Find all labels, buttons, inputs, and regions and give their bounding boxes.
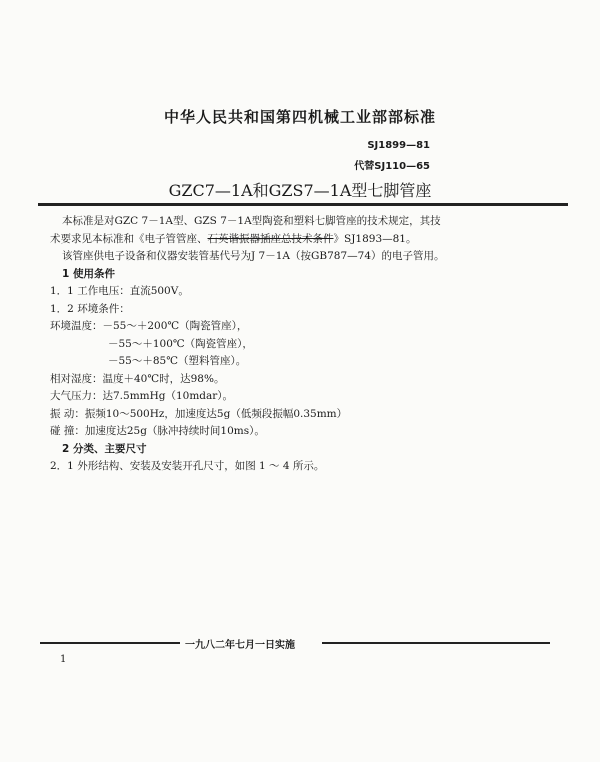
clause-2-1: 2．1 外形结构、安装及安装开孔尺寸，如图 1 ～ 4 所示。 [50,460,325,472]
document-title: GZC7—1A和GZS7—1A型七脚管座 [168,181,432,200]
intro-line-2a: 术要求见本标准和《电子管管座、 [50,232,208,245]
temperature-line-3: －55～＋85℃（塑料管座）。 [108,355,247,367]
section-1-heading: 1 使用条件 [62,267,115,280]
impact-line: 碰 撞：加速度达25g（脉冲持续时间10ms）。 [50,425,265,437]
effective-date: 一九八二年七月一日实施 [185,640,295,651]
pressure-line: 大气压力：达7.5mmHg（10mdar）。 [50,390,234,402]
standard-number: SJ1899—81 [367,140,430,151]
title-divider [38,203,568,206]
document-body [50,213,570,476]
temperature-line-1: 环境温度：－55～＋200℃（陶瓷管座）， [50,320,248,332]
replaces-standard: 代替SJ110—65 [354,161,430,172]
vibration-line: 振 动：振频10～500Hz，加速度达5g（低频段振幅0.35mm） [50,407,348,420]
intro-line-2b: 》SJ1893—81。 [333,232,417,245]
section-2-heading: 2 分类、主要尺寸 [62,442,147,455]
issuing-authority: 中华人民共和国第四机械工业部部标准 [163,108,436,126]
footer-rule-left [40,642,180,644]
intro-line-2 [50,231,570,249]
temperature-line-2: －55～＋100℃（陶瓷管座）， [108,337,253,350]
humidity-line: 相对湿度：温度＋40℃时，达98%。 [50,372,225,385]
intro-line-2-struck: 石英谐振器插座总技术条件 [207,232,334,245]
footer-rule-right [322,642,550,644]
page-number: 1 [60,654,67,665]
clause-1-1: 1．1 工作电压：直流500V。 [50,285,189,297]
intro-line-1: 本标准是对GZC 7－1A型、GZS 7－1A型陶瓷和塑料七脚管座的技术规定，其技 [62,215,441,227]
intro-line-3: 该管座供电子设备和仪器安装管基代号为J 7－1A（按GB787—74）的电子管用。 [62,250,445,262]
clause-1-2: 1．2 环境条件： [50,302,130,315]
